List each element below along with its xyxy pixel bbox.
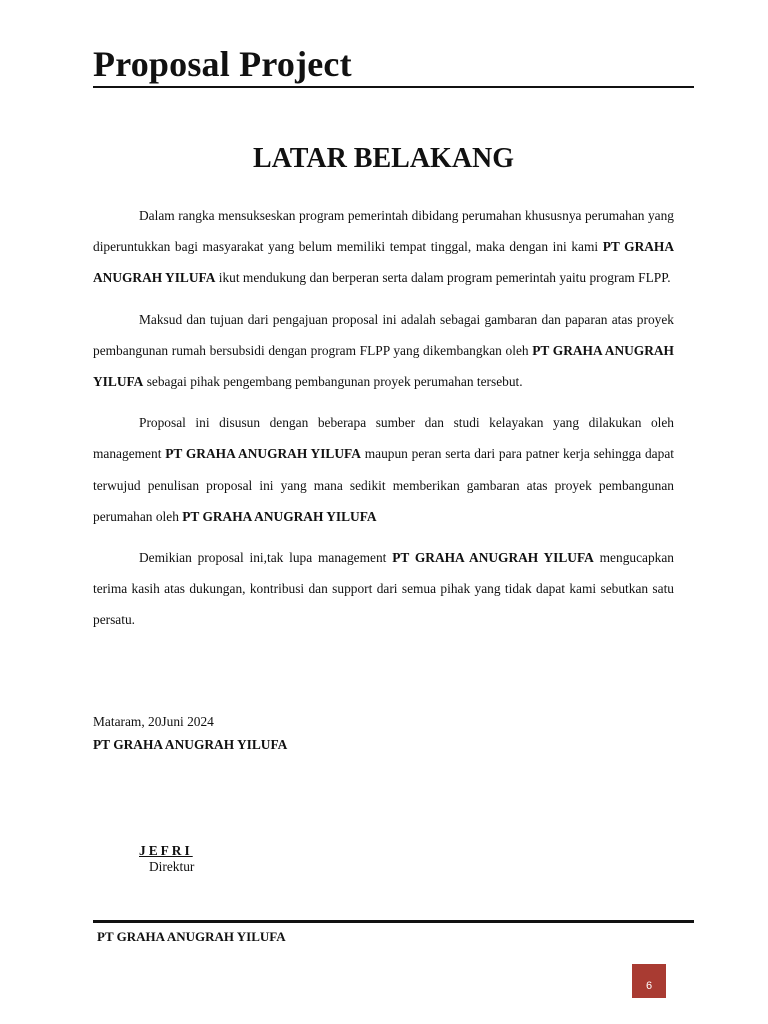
section-title: LATAR BELAKANG <box>252 143 515 174</box>
paragraph-text: mengucapkan terima kasih atas dukungan, kontribusi dan support dari semua pihak yang tidak dapat kami sebutkan satu persatu. <box>93 550 674 628</box>
page-number-badge <box>632 964 666 998</box>
paragraph-text: Demikian proposal ini,tak lupa management <box>139 550 393 566</box>
signer-title: Direktur <box>149 859 195 874</box>
header-divider <box>93 86 694 88</box>
paragraph-text: sebagai pihak pengembang pembangunan proyek perumahan tersebut. <box>143 374 523 390</box>
body-paragraph <box>93 304 674 398</box>
body-text <box>93 200 674 646</box>
company-name-emphasis: PT GRAHA ANUGRAH YILUFA <box>392 550 594 566</box>
paragraph-text: Maksud dan tujuan dari pengajuan proposal ini adalah sebagai gambaran dan paparan atas proyek pembangunan rumah bersubsidi dengan program FLPP yang dikembangkan oleh <box>93 311 674 358</box>
company-name-emphasis: PT GRAHA ANUGRAH YILUFA <box>182 508 377 524</box>
body-paragraph <box>93 542 674 636</box>
paragraph-text: Proposal ini disusun dengan beberapa sumber dan studi kelayakan yang dilakukan oleh management <box>93 415 674 462</box>
paragraph-text: Dalam rangka mensukseskan program pemerintah dibidang perumahan khususnya perumahan yang diperuntukkan bagi masyarakat yang belum memiliki tempat tinggal, maka dengan ini kami <box>93 208 674 255</box>
signature-company: PT GRAHA ANUGRAH YILUFA <box>93 737 288 752</box>
body-paragraph <box>93 407 674 532</box>
signature-place-date: Mataram, 20Juni 2024 <box>93 714 214 729</box>
document-header-title: Proposal Project <box>93 44 352 84</box>
signer-name: JEFRI <box>139 843 193 858</box>
paragraph-text: ikut mendukung dan berperan serta dalam program pemerintah yaitu program FLPP. <box>215 270 671 286</box>
body-paragraph <box>93 200 674 294</box>
company-name-emphasis: PT GRAHA ANUGRAH YILUFA <box>93 239 675 286</box>
company-name-emphasis: PT GRAHA ANUGRAH YILUFA <box>93 342 674 390</box>
footer-company: PT GRAHA ANUGRAH YILUFA <box>97 929 286 944</box>
paragraph-text: maupun peran serta dari para patner kerja sehingga dapat terwujud penulisan proposal ini yang mana sedikit memberikan gambaran atas proyek pembangunan perumahan oleh <box>93 446 674 524</box>
company-name-emphasis: PT GRAHA ANUGRAH YILUFA <box>165 446 361 462</box>
footer-divider <box>93 920 694 923</box>
page-number: 6 <box>645 980 653 992</box>
